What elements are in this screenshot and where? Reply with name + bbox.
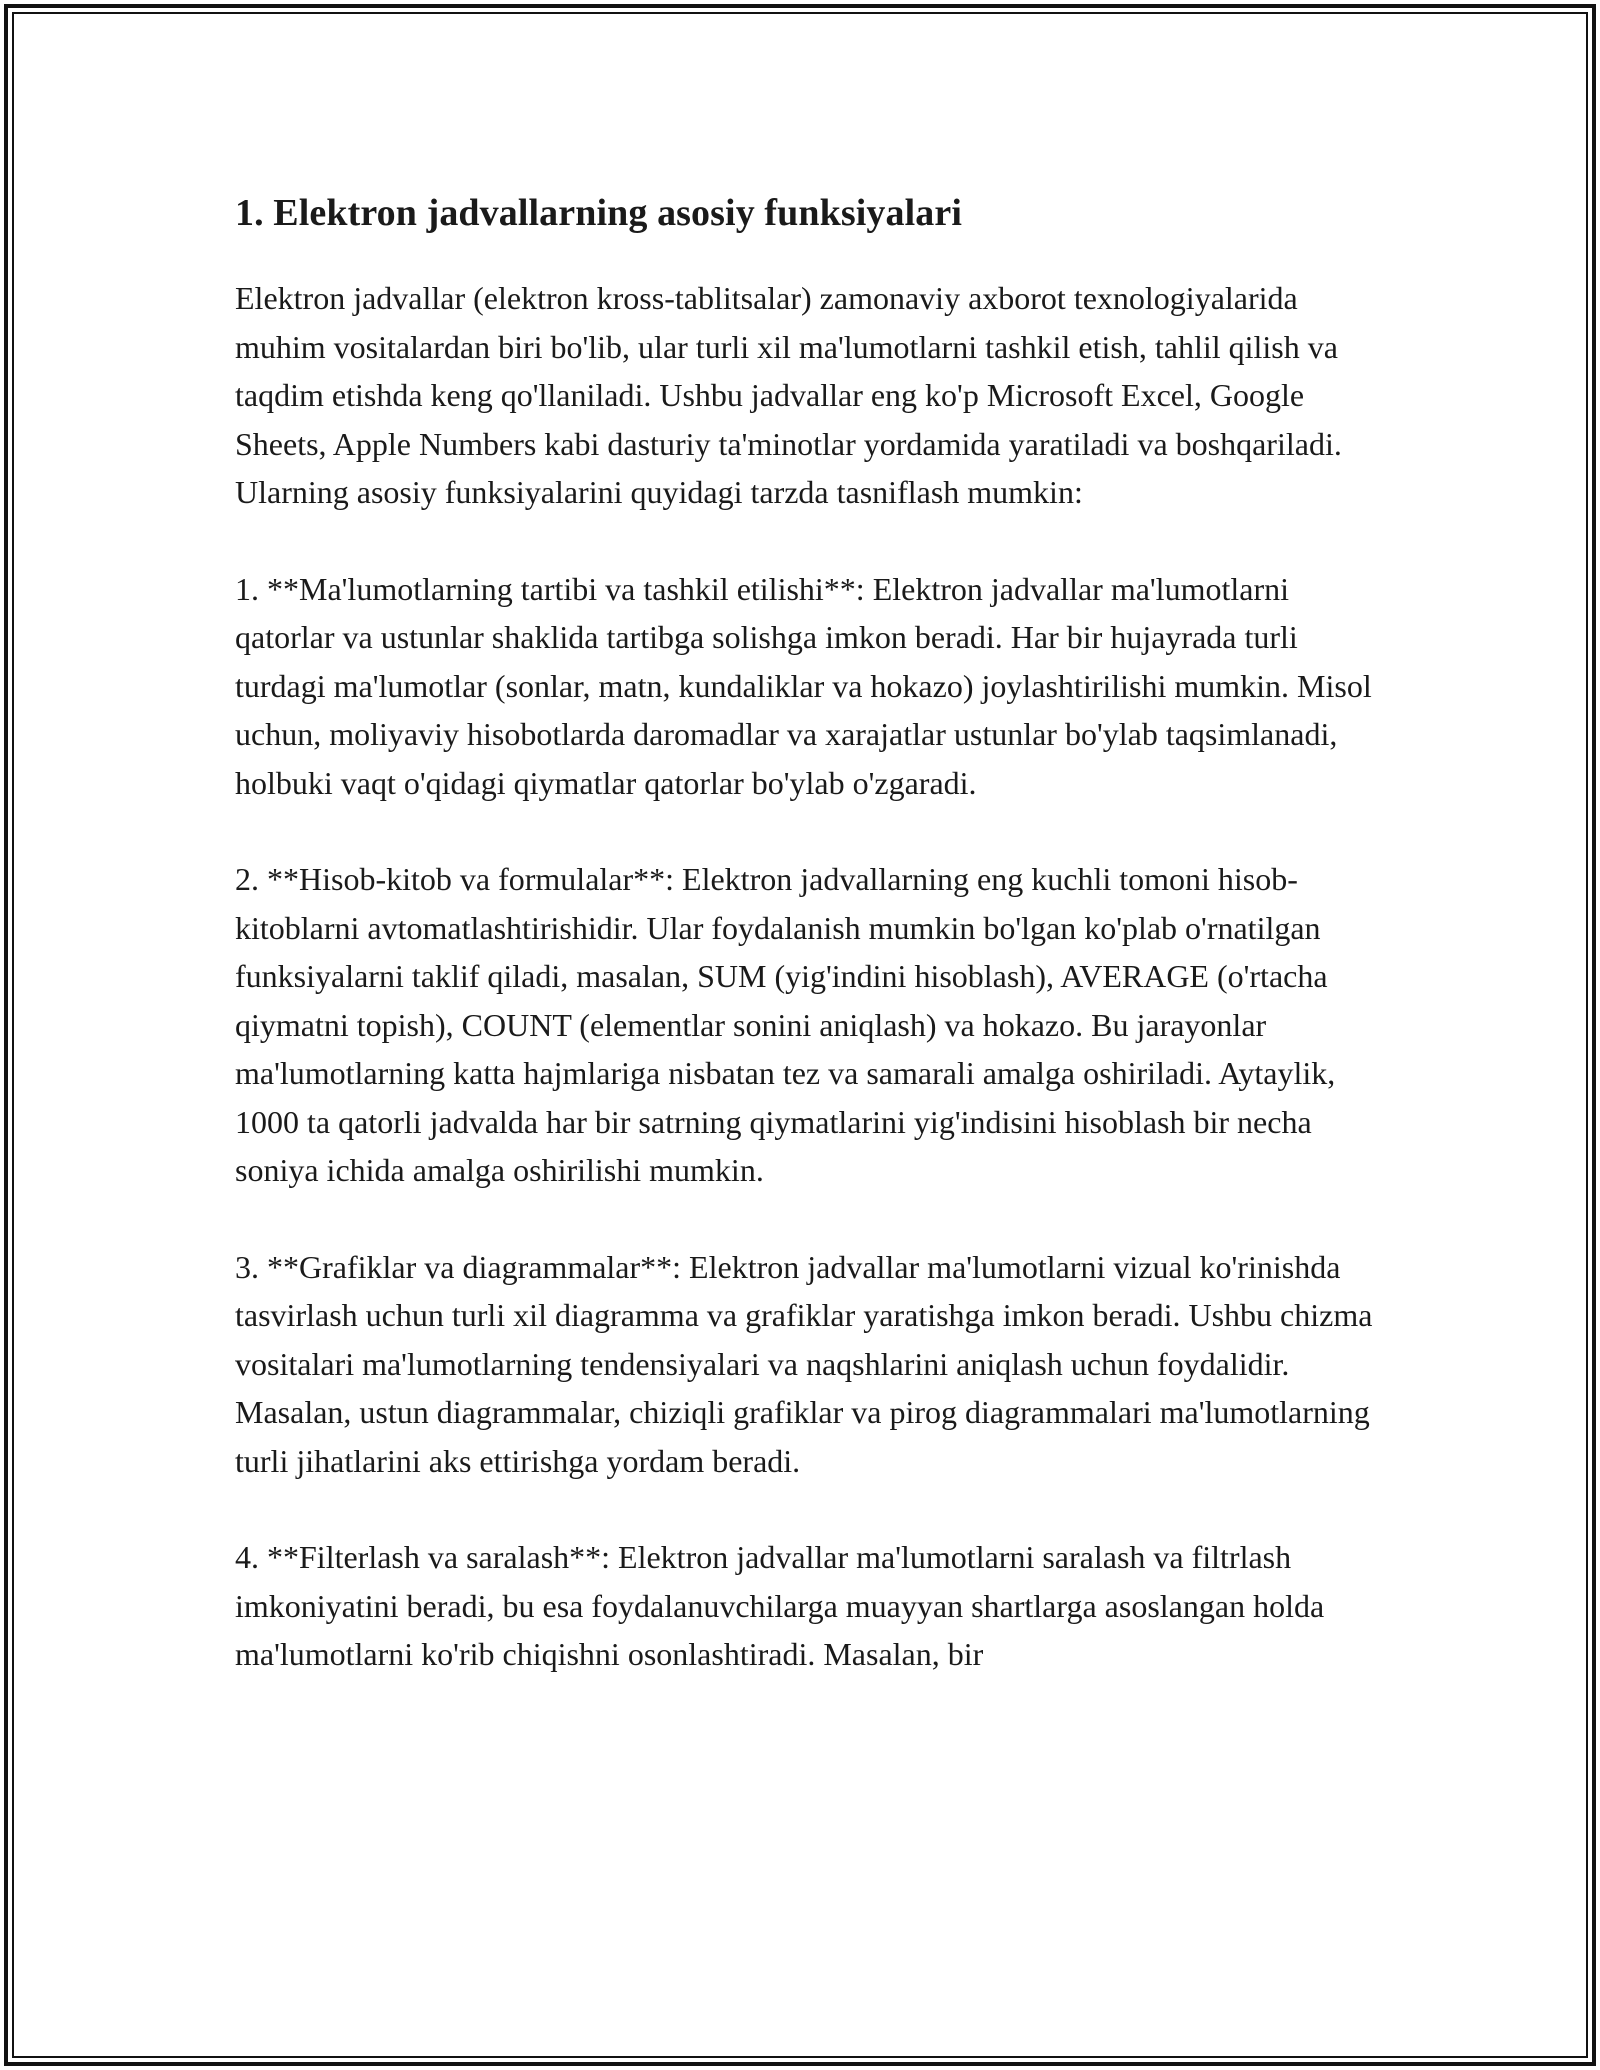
list-item-calculations-formulas: 2. **Hisob-kitob va formulalar**: Elektron jadvallarning eng kuchli tomoni hisob-kitoblarni avtomatlashtirishidir. Ular foydalanish mumkin bo'lgan ko'plab o'rnatilgan funksiyalarni taklif qiladi, masalan, SUM (yig'indini hisoblash), AVERAGE (o'rtacha qiymatni topish), COUNT (elementlar sonini aniqlash) va hokazo. Bu jarayonlar ma'lumotlarning katta hajmlariga nisbatan tez va samarali amalga oshiriladi. Aytaylik, 1000 ta qatorli jadvalda har bir satrning qiymatlarini yig'indisini hisoblash bir necha soniya ichida amalga oshirilishi mumkin. [235, 861, 1336, 1188]
intro-paragraph: Elektron jadvallar (elektron kross-tablitsalar) zamonaviy axborot texnologiyalarida muhim vositalardan biri bo'lib, ular turli xil ma'lumotlarni tashkil etish, tahlil qilish va taqdim etishda keng qo'llaniladi. Ushbu jadvallar eng ko'p Microsoft Excel, Google Sheets, Apple Numbers kabi dasturiy ta'minotlar yordamida yaratiladi va boshqariladi. Ularning asosiy funksiyalarini quyidagi tarzda tasniflash mumkin: [235, 280, 1342, 510]
list-item-filtering-sorting: 4. **Filterlash va saralash**: Elektron jadvallar ma'lumotlarni saralash va filtrlash imkoniyatini beradi, bu esa foydalanuvchilarga muayyan shartlarga asoslangan holda ma'lumotlarni ko'rib chiqishni osonlashtiradi. Masalan, bir [235, 1539, 1325, 1672]
document-body [235, 180, 1375, 1727]
section-heading: 1. Elektron jadvallarning asosiy funksiyalari [235, 192, 962, 234]
list-item-data-organization: 1. **Ma'lumotlarning tartibi va tashkil etilishi**: Elektron jadvallar ma'lumotlarni qatorlar va ustunlar shaklida tartibga solishga imkon beradi. Har bir hujayrada turli turdagi ma'lumotlar (sonlar, matn, kundaliklar va hokazo) joylashtirilishi mumkin. Misol uchun, moliyaviy hisobotlarda daromadlar va xarajatlar ustunlar bo'ylab taqsimlanadi, holbuki vaqt o'qidagi qiymatlar qatorlar bo'ylab o'zgaradi. [235, 570, 1372, 801]
list-item-charts-diagrams: 3. **Grafiklar va diagrammalar**: Elektron jadvallar ma'lumotlarni vizual ko'rinishda tasvirlash uchun turli xil diagramma va grafiklar yaratishga imkon beradi. Ushbu chizma vositalari ma'lumotlarning tendensiyalari va naqshlarini aniqlash uchun foydalidir. Masalan, ustun diagrammalar, chiziqli grafiklar va pirog diagrammalari ma'lumotlarning turli jihatlarini aks ettirishga yordam beradi. [235, 1248, 1373, 1479]
